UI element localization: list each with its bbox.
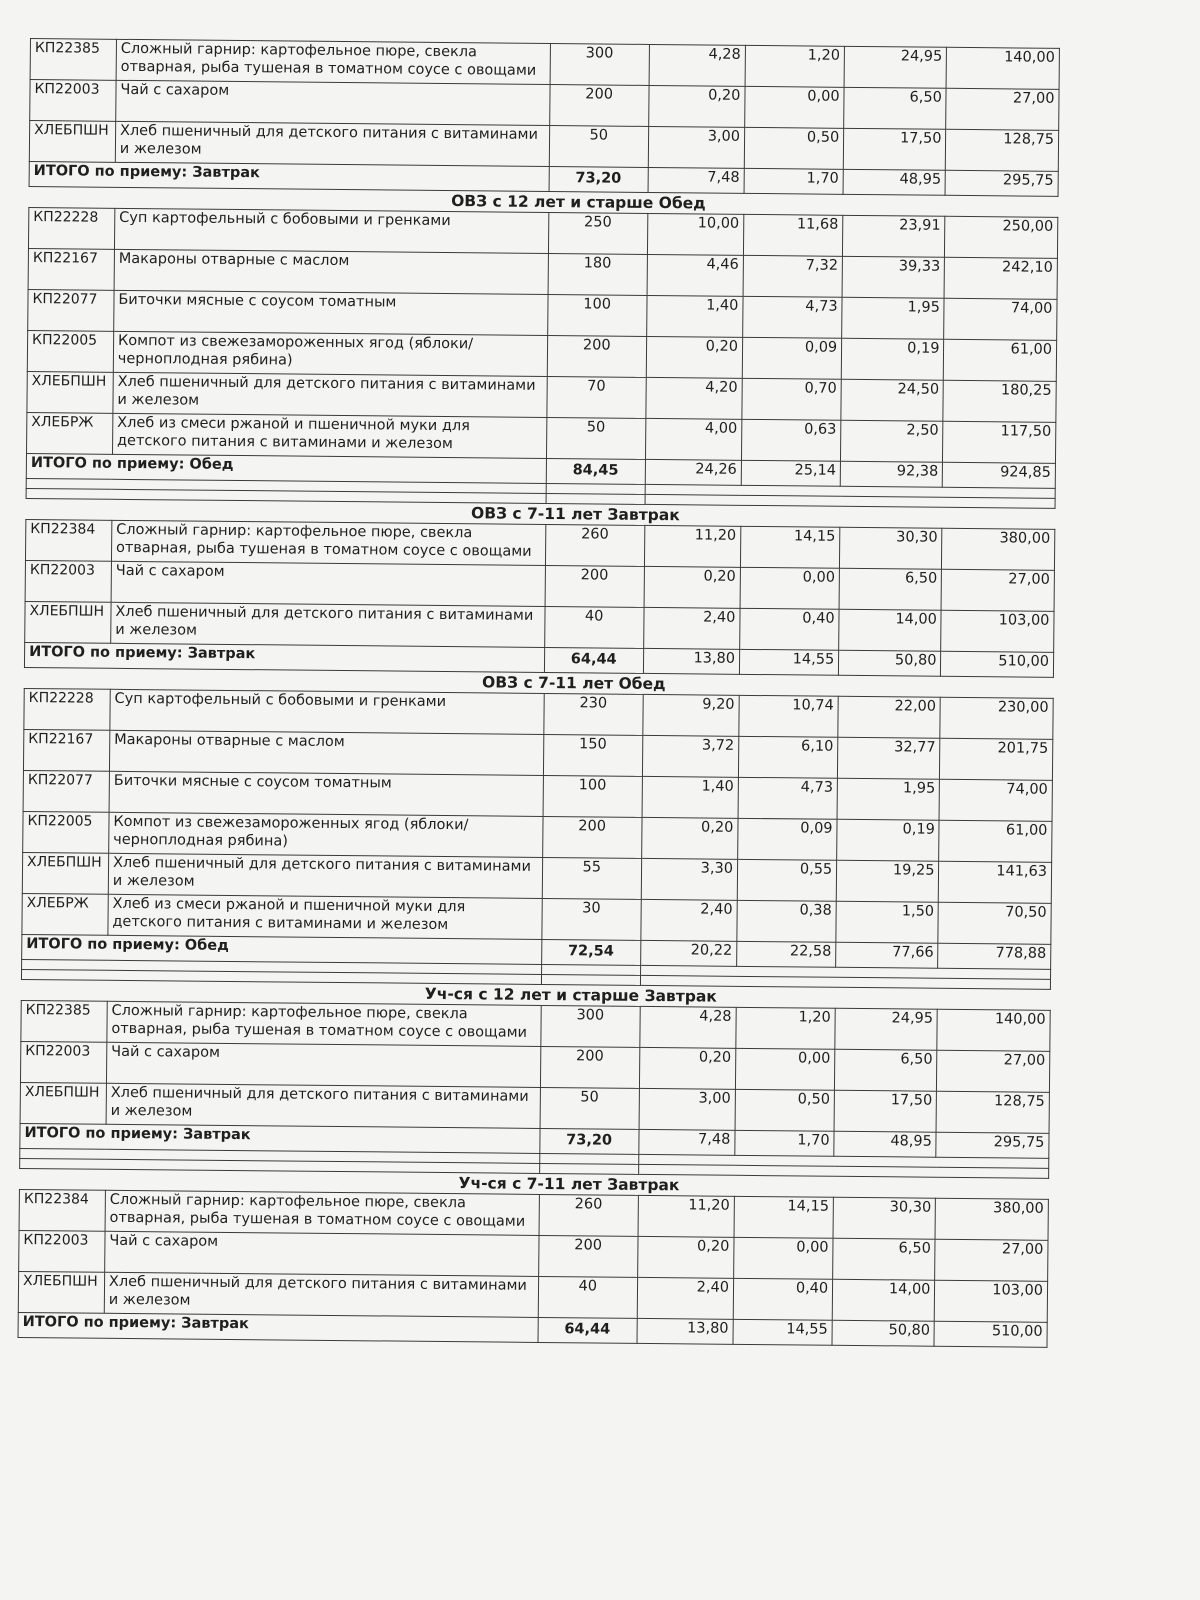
total-fat-cell: 1,70: [744, 168, 843, 194]
dish-name: Чай с сахаром: [111, 561, 545, 606]
kcal-cell: 27,00: [946, 88, 1059, 130]
carbs-cell: 32,77: [838, 737, 941, 779]
dish-name: Хлеб пшеничный для детского питания с витаминами и железом: [104, 1272, 538, 1317]
yield-cell: 55: [542, 857, 642, 899]
kcal-cell: 250,00: [945, 216, 1058, 258]
total-carbs-cell: 77,66: [836, 942, 939, 968]
dish-name: Хлеб пшеничный для детского питания с витаминами и железом: [115, 121, 549, 166]
kcal-cell: 61,00: [944, 339, 1057, 381]
total-yield: 73,20: [539, 1128, 638, 1154]
carbs-cell: 1,95: [837, 778, 940, 820]
carbs-cell: 23,91: [843, 215, 946, 257]
menu-table: [21, 688, 1054, 990]
protein-cell: 4,28: [649, 44, 746, 86]
menu-section: [29, 38, 1090, 197]
total-yield: 84,45: [546, 458, 645, 484]
yield-cell: 200: [542, 816, 642, 858]
yield-cell: 40: [544, 606, 644, 648]
protein-cell: 1,40: [646, 295, 743, 337]
carbs-cell: 6,50: [844, 87, 947, 129]
dish-code: КП22167: [23, 729, 109, 771]
dish-code: КП22228: [24, 688, 110, 730]
kcal-cell: 27,00: [935, 1239, 1048, 1281]
menu-table: [26, 207, 1059, 509]
menu-section: [24, 499, 1086, 678]
menu-section: [19, 980, 1081, 1179]
total-kcal-cell: 295,75: [936, 1132, 1049, 1158]
total-label: ИТОГО по приему: Завтрак: [20, 1123, 540, 1153]
menu-table: [29, 38, 1060, 197]
carbs-cell: 6,50: [833, 1238, 936, 1280]
dish-name: Биточки мясные с соусом томатным: [109, 771, 543, 816]
kcal-cell: 128,75: [946, 129, 1059, 171]
kcal-cell: 201,75: [940, 738, 1053, 780]
dish-code: КП22228: [28, 207, 114, 249]
total-protein-cell: 13,80: [637, 1318, 733, 1344]
carbs-cell: 17,50: [843, 128, 946, 170]
total-kcal-cell: 510,00: [941, 651, 1054, 677]
blank-cell: [546, 493, 645, 504]
dish-name: Хлеб из смеси ржаной и пшеничной муки для детского питания с витаминами и железом: [108, 894, 542, 939]
fat-cell: 0,09: [738, 818, 838, 860]
total-protein-cell: 24,26: [645, 459, 741, 485]
protein-cell: 2,40: [643, 607, 740, 649]
carbs-cell: 39,33: [842, 256, 945, 298]
fat-cell: 7,32: [743, 255, 843, 297]
protein-cell: 0,20: [641, 817, 738, 859]
dish-name: Суп картофельный с бобовыми и гренками: [110, 689, 544, 734]
carbs-cell: 19,25: [836, 860, 939, 902]
protein-cell: 11,20: [644, 525, 741, 567]
kcal-cell: 230,00: [940, 697, 1053, 739]
kcal-cell: 74,00: [939, 779, 1052, 821]
total-label: ИТОГО по приему: Обед: [26, 453, 546, 483]
yield-cell: 200: [547, 335, 647, 377]
dish-code: ХЛЕБПШН: [27, 371, 113, 413]
menu-table: [18, 1189, 1049, 1348]
dish-name: Компот из свежезамороженных ягод (яблоки/черноплодная рябина): [113, 331, 547, 376]
total-label: ИТОГО по приему: Завтрак: [18, 1312, 538, 1342]
fat-cell: 0,40: [740, 608, 840, 650]
menu-section: [21, 668, 1084, 990]
menu-table: [19, 1000, 1051, 1179]
fat-cell: 0,00: [745, 86, 845, 128]
section-title: ОВЗ с 7-11 лет Завтрак: [470, 504, 680, 525]
carbs-cell: 6,50: [835, 1049, 938, 1091]
kcal-cell: 380,00: [935, 1198, 1048, 1240]
blank-cell: [539, 1163, 638, 1174]
fat-cell: 0,50: [744, 127, 844, 169]
kcal-cell: 141,63: [939, 861, 1052, 903]
carbs-cell: 24,95: [835, 1008, 938, 1050]
total-fat-cell: 1,70: [735, 1130, 834, 1156]
yield-cell: 200: [545, 565, 645, 607]
protein-cell: 3,00: [639, 1088, 736, 1130]
dish-code: КП22384: [19, 1189, 105, 1231]
protein-cell: 3,00: [648, 126, 745, 168]
carbs-cell: 30,30: [840, 527, 943, 569]
dish-name: Сложный гарнир: картофельное пюре, свекла отварная, рыба тушеная в томатном соусе с овощами: [116, 39, 550, 84]
yield-cell: 100: [547, 294, 647, 336]
carbs-cell: 1,50: [836, 901, 939, 943]
yield-cell: 230: [543, 693, 643, 735]
carbs-cell: 0,19: [837, 819, 940, 861]
dish-name: Сложный гарнир: картофельное пюре, свекла отварная, рыба тушеная в томатном соусе с овощами: [105, 1190, 539, 1235]
dish-code: КП22167: [28, 248, 114, 290]
menu-section: [26, 187, 1089, 509]
dish-name: Хлеб пшеничный для детского питания с витаминами и железом: [113, 372, 547, 417]
carbs-cell: 2,50: [841, 420, 944, 462]
menu-table: [24, 519, 1055, 678]
dish-name: Макароны отварные с маслом: [109, 730, 543, 775]
carbs-cell: 6,50: [839, 568, 942, 610]
carbs-cell: 14,00: [832, 1279, 935, 1321]
dish-name: Чай с сахаром: [106, 1042, 540, 1087]
yield-cell: 30: [541, 898, 641, 940]
yield-cell: 40: [538, 1276, 638, 1318]
dish-code: КП22077: [28, 289, 114, 331]
total-fat-cell: 14,55: [733, 1319, 832, 1345]
fat-cell: 11,68: [743, 214, 843, 256]
dish-code: КП22385: [21, 1000, 107, 1042]
kcal-cell: 74,00: [944, 298, 1057, 340]
menu-section: [18, 1169, 1080, 1348]
kcal-cell: 117,50: [943, 421, 1056, 463]
dish-code: ХЛЕБПШН: [22, 852, 108, 894]
dish-code: ХЛЕБПШН: [20, 1082, 106, 1124]
total-carbs-cell: 48,95: [834, 1131, 937, 1157]
protein-cell: 4,28: [640, 1006, 737, 1048]
section-title: Уч-ся с 12 лет и старше Завтрак: [424, 984, 717, 1006]
dish-name: Хлеб пшеничный для детского питания с витаминами и железом: [111, 602, 545, 647]
section-title: ОВЗ с 7-11 лет Обед: [482, 673, 666, 694]
total-kcal-cell: 924,85: [943, 462, 1056, 488]
fat-cell: 0,09: [742, 337, 842, 379]
dish-name: Биточки мясные с соусом томатным: [114, 290, 548, 335]
dish-code: КП22005: [27, 330, 113, 372]
total-carbs-cell: 50,80: [832, 1320, 935, 1346]
kcal-cell: 140,00: [937, 1009, 1050, 1051]
section-title: Уч-ся с 7-11 лет Завтрак: [458, 1174, 680, 1195]
kcal-cell: 103,00: [935, 1280, 1048, 1322]
fat-cell: 0,38: [737, 900, 837, 942]
fat-cell: 0,50: [735, 1089, 835, 1131]
total-protein-cell: 7,48: [648, 167, 744, 193]
dish-name: Сложный гарнир: картофельное пюре, свекла отварная, рыба тушеная в томатном соусе с овощами: [107, 1001, 541, 1046]
total-fat-cell: 22,58: [737, 941, 836, 967]
total-carbs-cell: 50,80: [839, 650, 942, 676]
dish-code: КП22003: [20, 1041, 106, 1083]
total-label: ИТОГО по приему: Завтрак: [29, 161, 549, 191]
yield-cell: 260: [545, 524, 645, 566]
total-protein-cell: 13,80: [643, 648, 739, 674]
total-yield: 64,44: [544, 647, 643, 673]
dish-name: Хлеб пшеничный для детского питания с витаминами и железом: [106, 1083, 540, 1128]
dish-code: ХЛЕБРЖ: [22, 893, 108, 935]
menu-document: [18, 38, 1090, 1348]
kcal-cell: 242,10: [944, 257, 1057, 299]
protein-cell: 3,30: [641, 858, 738, 900]
carbs-cell: 17,50: [834, 1090, 937, 1132]
dish-code: КП22005: [23, 811, 109, 853]
kcal-cell: 380,00: [942, 528, 1055, 570]
kcal-cell: 128,75: [936, 1091, 1049, 1133]
fat-cell: 0,63: [741, 419, 841, 461]
yield-cell: 50: [540, 1087, 640, 1129]
fat-cell: 0,55: [737, 859, 837, 901]
yield-cell: 200: [540, 1046, 640, 1088]
yield-cell: 70: [546, 376, 646, 418]
fat-cell: 1,20: [736, 1007, 836, 1049]
dish-code: КП22003: [19, 1230, 105, 1272]
dish-name: Хлеб из смеси ржаной и пшеничной муки для детского питания с витаминами и железом: [112, 413, 546, 458]
yield-cell: 50: [549, 125, 649, 167]
carbs-cell: 1,95: [842, 297, 945, 339]
protein-cell: 4,00: [645, 418, 742, 460]
fat-cell: 14,15: [740, 526, 840, 568]
dish-name: Чай с сахаром: [105, 1231, 539, 1276]
total-carbs-cell: 92,38: [840, 461, 943, 487]
dish-code: КП22077: [23, 770, 109, 812]
fat-cell: 14,15: [734, 1196, 834, 1238]
dish-code: ХЛЕБПШН: [25, 601, 111, 643]
blank-cell: [541, 974, 640, 985]
dish-code: КП22385: [30, 39, 116, 81]
section-title: ОВЗ с 12 лет и старше Обед: [451, 192, 706, 213]
dish-name: Сложный гарнир: картофельное пюре, свекла отварная, рыба тушеная в томатном соусе с овощами: [111, 520, 545, 565]
total-kcal-cell: 295,75: [945, 170, 1058, 196]
fat-cell: 0,00: [735, 1048, 835, 1090]
total-protein-cell: 7,48: [639, 1129, 735, 1155]
yield-cell: 300: [550, 43, 650, 85]
kcal-cell: 180,25: [943, 380, 1056, 422]
fat-cell: 0,00: [740, 567, 840, 609]
dish-code: ХЛЕБРЖ: [27, 412, 113, 454]
yield-cell: 250: [548, 212, 648, 254]
protein-cell: 1,40: [642, 776, 739, 818]
yield-cell: 100: [543, 775, 643, 817]
kcal-cell: 103,00: [941, 610, 1054, 652]
carbs-cell: 22,00: [838, 696, 941, 738]
carbs-cell: 0,19: [841, 338, 944, 380]
fat-cell: 0,40: [733, 1278, 833, 1320]
fat-cell: 10,74: [739, 695, 839, 737]
total-yield: 73,20: [549, 166, 648, 192]
yield-cell: 180: [548, 253, 648, 295]
carbs-cell: 24,50: [841, 379, 944, 421]
protein-cell: 4,20: [646, 377, 743, 419]
dish-code: КП22384: [25, 519, 111, 561]
protein-cell: 9,20: [643, 694, 740, 736]
total-kcal-cell: 778,88: [938, 943, 1051, 969]
kcal-cell: 27,00: [937, 1050, 1050, 1092]
yield-cell: 150: [543, 734, 643, 776]
dish-code: КП22003: [30, 80, 116, 122]
total-protein-cell: 20,22: [640, 940, 736, 966]
carbs-cell: 24,95: [844, 46, 947, 88]
fat-cell: 6,10: [738, 736, 838, 778]
yield-cell: 200: [549, 84, 649, 126]
dish-name: Макароны отварные с маслом: [114, 249, 548, 294]
protein-cell: 4,46: [647, 254, 744, 296]
dish-code: КП22003: [25, 560, 111, 602]
carbs-cell: 30,30: [833, 1197, 936, 1239]
total-fat-cell: 14,55: [739, 649, 838, 675]
dish-code: ХЛЕБПШН: [18, 1271, 104, 1313]
fat-cell: 4,73: [738, 777, 838, 819]
protein-cell: 3,72: [642, 735, 739, 777]
kcal-cell: 61,00: [939, 820, 1052, 862]
protein-cell: 11,20: [638, 1195, 735, 1237]
dish-name: Суп картофельный с бобовыми и гренками: [114, 208, 548, 253]
dish-name: Хлеб пшеничный для детского питания с витаминами и железом: [108, 853, 542, 898]
total-carbs-cell: 48,95: [843, 169, 946, 195]
yield-cell: 260: [539, 1194, 639, 1236]
carbs-cell: 14,00: [839, 609, 942, 651]
dish-name: Компот из свежезамороженных ягод (яблоки/черноплодная рябина): [109, 812, 543, 857]
protein-cell: 0,20: [646, 336, 743, 378]
total-yield: 72,54: [541, 939, 640, 965]
kcal-cell: 140,00: [946, 47, 1059, 89]
fat-cell: 1,20: [745, 45, 845, 87]
yield-cell: 50: [546, 417, 646, 459]
protein-cell: 2,40: [641, 899, 738, 941]
total-fat-cell: 25,14: [741, 460, 840, 486]
protein-cell: 0,20: [637, 1236, 734, 1278]
kcal-cell: 70,50: [938, 902, 1051, 944]
yield-cell: 200: [538, 1235, 638, 1277]
kcal-cell: 27,00: [941, 569, 1054, 611]
yield-cell: 300: [540, 1005, 640, 1047]
fat-cell: 0,70: [742, 378, 842, 420]
fat-cell: 0,00: [734, 1237, 834, 1279]
dish-name: Чай с сахаром: [116, 80, 550, 125]
dish-code: ХЛЕБПШН: [29, 121, 115, 163]
protein-cell: 10,00: [647, 213, 744, 255]
protein-cell: 0,20: [639, 1047, 736, 1089]
protein-cell: 0,20: [644, 566, 741, 608]
fat-cell: 4,73: [743, 296, 843, 338]
protein-cell: 2,40: [637, 1277, 734, 1319]
total-kcal-cell: 510,00: [934, 1321, 1047, 1347]
total-label: ИТОГО по приему: Обед: [22, 934, 542, 964]
total-label: ИТОГО по приему: Завтрак: [24, 642, 544, 672]
total-yield: 64,44: [538, 1317, 637, 1343]
protein-cell: 0,20: [648, 85, 745, 127]
